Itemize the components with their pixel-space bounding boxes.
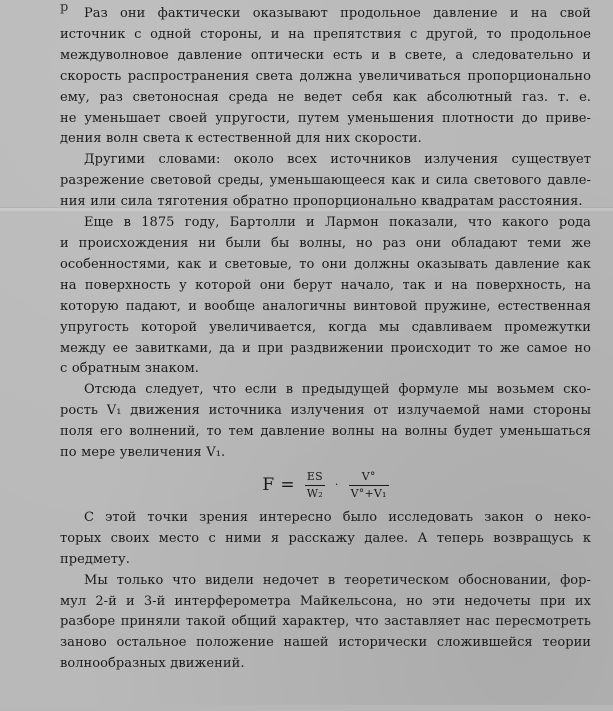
text-line: разборе приняли такой общий характер, что заставляет нас пересмотреть <box>60 614 591 630</box>
text-line: Мы только что видели недочет в теоретическом обосновании, фор- <box>84 572 591 588</box>
paragraph-6 <box>60 571 591 676</box>
formula-denominator: W₂ <box>306 487 323 501</box>
paragraph-4 <box>60 380 591 464</box>
text-line: Еще в 1875 году, Бартолли и Лармон показали, что какого рода <box>84 215 591 231</box>
formula-fraction-1 <box>305 470 325 501</box>
formula <box>60 464 591 508</box>
text-line: С этой точки зрения интересно было исследовать закон о неко- <box>84 509 591 525</box>
formula-numerator: ES <box>306 470 323 484</box>
paragraph-5 <box>60 508 591 571</box>
text-line: мул 2-й и 3-й интерферометра Майкельсона, но эти недочеты при их <box>60 593 591 609</box>
text-line: торых своих место с ними я расскажу далее. А теперь возвращусь к <box>60 530 591 546</box>
body-text <box>60 0 591 675</box>
text-line: междуволновое давление оптически есть и в свете, а следовательно и <box>60 47 591 63</box>
text-line: поля его волнений, то тем давление волны на волны будет уменьшаться <box>60 424 591 440</box>
text-line: с обратным знаком. <box>60 361 199 377</box>
formula-fraction-2 <box>349 470 389 501</box>
formula-numerator: V° <box>361 470 376 484</box>
text-line: по мере увеличения V₁. <box>60 445 226 461</box>
text-line: Другими словами: около всех источников излучения существует <box>84 152 591 168</box>
paragraph-1 <box>60 4 591 150</box>
text-line: ния или сила тяготения обратно пропорционально квадратам расстояния. <box>60 194 583 210</box>
formula-dot: · <box>334 478 339 492</box>
cut-off-top-line: р <box>60 0 69 15</box>
formula-expression <box>262 470 388 501</box>
text-line: Раз они фактически оказывают продольное давление и на свой <box>84 6 591 21</box>
fraction-bar <box>305 485 325 486</box>
text-line: волнообразных движений. <box>60 656 245 672</box>
text-line: которую падают, и вообще аналогичны винтовой пружине, естественная <box>60 298 591 314</box>
paragraph-2 <box>60 150 591 213</box>
text-line: упругость которой увеличивается, когда мы сдавливаем промежутки <box>60 319 591 335</box>
text-line: и происхождения ни были бы волны, но раз они обладают теми же <box>60 235 591 251</box>
formula-denominator: V°+V₁ <box>350 487 387 501</box>
text-line: ему, раз светоносная среда не ведет себя как абсолютный газ. т. е. <box>60 89 591 105</box>
paragraph-3 <box>60 213 591 380</box>
text-line: предмету. <box>60 551 130 567</box>
text-line: между ее завитками, да и при раздвижении происходит то же самое но <box>60 340 591 356</box>
text-line: особенностями, как и световые, то они должны оказывать давление как <box>60 256 591 272</box>
text-line: рость V₁ движения источника излучения от излучаемой нами стороны <box>60 403 591 419</box>
text-line: дения волн света к естественной для них скорости. <box>60 131 422 147</box>
text-line: скорость распространения света должна увеличиваться пропорционально <box>60 68 591 84</box>
text-line: Отсюда следует, что если в предыдущей формуле мы возьмем ско- <box>84 382 591 398</box>
text-line: на поверхность у которой они берут начало, так и на поверхность, на <box>60 277 591 293</box>
fraction-bar <box>349 485 389 486</box>
formula-lhs: F = <box>262 475 295 496</box>
text-line: не уменьшает своей упругости, путем уменьшения плотности до приве- <box>60 110 591 126</box>
text-line: источник с одной стороны, и на препятствия с другой, то продольное <box>60 26 591 42</box>
text-line: разрежение световой среды, уменьшающееся как и сила светового давле- <box>60 173 591 189</box>
text-line: заново остальное положение нашей исторически сложившейся теории <box>60 635 591 651</box>
